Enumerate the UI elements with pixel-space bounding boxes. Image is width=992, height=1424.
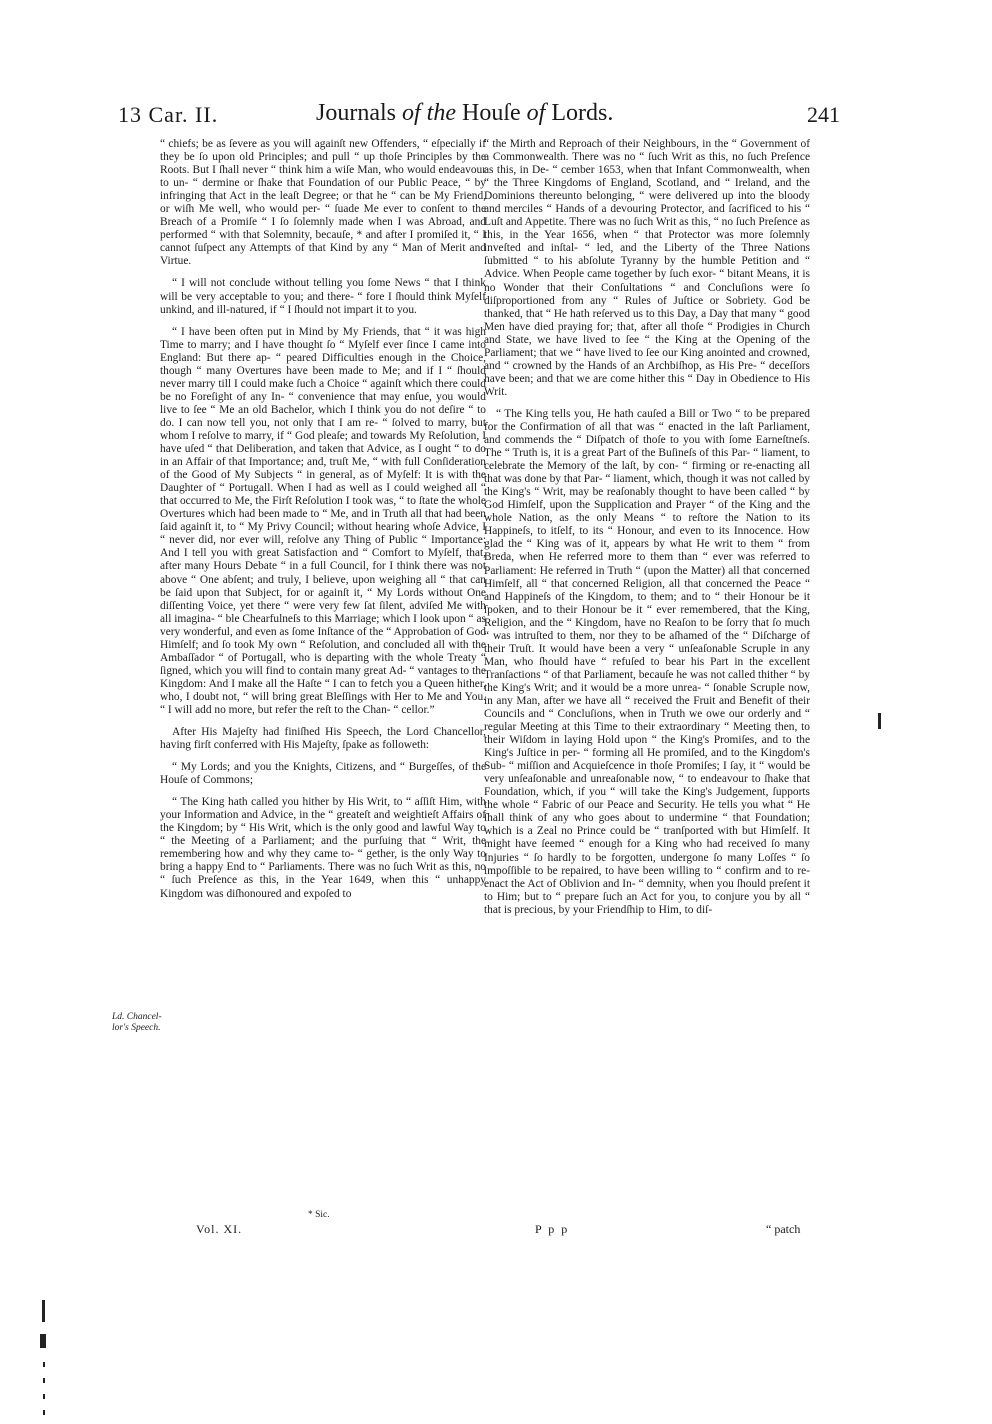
scan-mark [42, 1300, 45, 1322]
paragraph: “ The King tells you, He hath cauſed a Bill or Two “ to be prepared for the Confirmation of all that was “ enacted in the laſt Parliament, and commends the “ Diſpatch of thoſe to you with ſome Earneſtneſs. The “ Truth is, it is a great Part of the Buſineſs of this Par- “ liament, to celebrate the Memory of the laſt, by con- “ firming or re-enacting all that was done by that Par- “ liament, which, though it was not called by the King's “ Writ, may be reaſonably thought to have been called “ by God Himſelf, upon the Supplication and Prayer “ of the King and the whole Nation, as the only Means “ to reſtore the Nation to its Happineſs, to itſelf, to its “ Honour, and even to its Innocence. How glad the “ King was of it, appears by what He writ to them “ from Breda, when He referred more to them than “ ever was referred to Parliament: He referred in Truth “ (upon the Matter) all that concerned Himſelf, all “ that concerned Religion, all that concerned the Peace “ and Happineſs of the Kingdom, to them; and to “ their Honour be it ſpoken, and to their Honour be it “ ever remembered, that the King, Religion, and the “ Kingdom, have no Reaſon to be ſorry that ſo much “ was intruſted to them, nor they to be aſhamed of the “ Diſcharge of their Truſt. It would have been a very “ unſeaſonable Scruple in any Man, who ſhould have “ refuſed to bear his Part in the excellent Tranſactions “ of that Parliament, becauſe he was not called thither “ by the King's Writ; and it would be a more unrea- “ ſonable Scruple now, in any Man, after we have all “ received the Fruit and Benefit of their Councils and “ Concluſions, when in Truth we owe our orderly and “ regular Meeting at this Time to their extraordinary “ Meeting then, to their Wiſdom in laying Hold upon “ the King's Promiſes, and to the King's Juſtice in per- “ forming all He promiſed, and to the Kingdom's Sub- “ miſſion and Acquieſcence in thoſe Promiſes; I ſay, it “ would be very unſeaſonable and unreaſonable now, “ to endeavour to ſhake that Foundation, which, if you “ will take the King's Judgement, ſupports the whole “ Fabric of our Peace and Security. He tells you what “ He ſhall think of any who goes about to undermine “ that Foundation; which is a Zeal no Prince could be “ tranſported with but Himſelf. It might have ſeemed “ enough for a King who had received ſo many Injuries “ ſo hardly to be forgotten, undergone ſo many Loſſes “ ſo impoſſible to be repaired, to have been willing to “ confirm and to re-enact the Act of Oblivion and In- “ demnity, when you ſhould preſent it to Him; but to “ prepare ſuch an Act for you, to conjure you by all “ that is precious, by your Friendſhip to Him, to diſ- [484, 407, 810, 916]
page-number: 241 [807, 102, 840, 127]
scan-mark [43, 1410, 45, 1415]
scan-mark [40, 1334, 46, 1348]
paragraph: “ My Lords; and you the Knights, Citizens, and “ Burgeſſes, of the Houſe of Commons; [160, 761, 486, 787]
running-header [118, 100, 840, 136]
footnote: * Sic. [308, 1210, 330, 1220]
scan-mark [43, 1378, 45, 1383]
signature-mark: P p p [535, 1222, 570, 1236]
paragraph: “ The King hath called you hither by His Writ, to “ aſſiſt Him, with your Information and Advice, in the “ greateſt and weightieſt Affairs of the Kingdom; by “ His Writ, which is the only good and lawful Way to “ the Meeting of a Parliament; and the purſuing that “ Writ, the remembering how and why they came to- “ gether, is the only Way to bring a happy End to “ Parliaments. There was no ſuch Writ as this, no “ ſuch Preſence as this, in the Year 1649, when this “ unhappy Kingdom was diſhonoured and expoſed to [160, 796, 486, 900]
title-of: of [526, 100, 546, 126]
regnal-year: 13 Car. II. [118, 102, 219, 127]
paragraph: “ the Mirth and Reproach of their Neighbours, in the “ Government of a Commonwealth. There was no “ ſuch Writ as this, no ſuch Preſence as this, in De- “ cember 1653, when that Infant Commonwealth, when “ the Three Kingdoms of England, Scotland, and “ Ireland, and the Dominions thereunto belonging, “ were delivered up into the bloody and merciles “ Hands of a devouring Protector, and ſacrificed to his “ Luſt and Appetite. There was no ſuch Writ as this, “ no ſuch Preſence as this, in the Year 1656, when “ that Protector was more ſolemnly inveſted and inſtal- “ led, and the Liberty of the Three Nations ſubmitted “ to his abſolute Tyranny by the humble Petition and “ Advice. When People came together by ſuch exor- “ bitant Means, it is no Wonder that their Conſultations “ and Concluſions were ſo diſproportioned from any “ Rules of Juſtice or Sobriety. God be thanked, that “ He hath reſerved us to this Day, a Day that many “ good Men have died praying for; that, after all thoſe “ Prodigies in Church and State, we have lived to ſee “ the King at the Opening of the Parliament; that we “ have lived to ſee our King anointed and crowned, and “ crowned by the Hands of an Archbiſhop, as His Pre- “ deceſſors have been; and that we are come hither this “ Day in Obedience to His Writ. [484, 138, 810, 398]
margin-note: Ld. Chancel- lor's Speech. [112, 1012, 162, 1033]
paragraph: After His Majeſty had finiſhed His Speech, the Lord Chancellor, having firſt conferred with His Majeſty, ſpake as followeth: [160, 726, 486, 752]
left-column [160, 138, 486, 910]
title-of-the: of the [402, 100, 456, 126]
volume-label: Vol. XI. [196, 1222, 243, 1236]
journal-title [316, 100, 613, 127]
right-column [484, 138, 810, 926]
scan-mark [43, 1394, 45, 1399]
scan-mark [43, 1362, 45, 1367]
scan-mark [878, 713, 881, 729]
paragraph: “ chiefs; be as ſevere as you will againſt new Offenders, “ eſpecially if they be ſo upon old Principles; and pull “ up thoſe Principles by the Roots. But I ſhall never “ think him a wiſe Man, who would endeavour to un- “ dermine or ſhake that Foundation of our Public Peace, “ by infringing that Act in the leaſt Degree; or that he “ can be My Friend, or wiſh Me well, who would per- “ ſuade Me ever to conſent to the Breach of a Promiſe “ I ſo ſolemnly made when I was Abroad, and performed “ with that Solemnity, becauſe, * and after I promiſed it, “ I cannot ſuſpect any Attempts of that Kind by any “ Man of Merit and Virtue. [160, 138, 486, 268]
title-house: Houſe [456, 100, 527, 126]
catchword: “ patch [766, 1222, 801, 1236]
paragraph: “ I have been often put in Mind by My Friends, that “ it was high Time to marry; and I have thought ſo “ Myſelf ever ſince I came into England: But there ap- “ peared Difficulties enough in the Choice, though “ many Overtures have been made to Me; and if I “ ſhould never marry till I could make ſuch a Choice “ againſt which there could be no Foreſight of any In- “ convenience that may enſue, you would live to ſee “ Me an old Bachelor, which I think you do not deſire “ to do. I can now tell you, not only that I am re- “ ſolved to marry, but whom I reſolve to marry, if “ God pleaſe; and towards My Reſolution, I have uſed “ that Deliberation, and taken that Advice, as I ought “ to do in an Affair of that Importance; and, truſt Me, “ with full Conſideration of the Good of My Subjects “ in general, as of Myſelf: It is with the Daughter of “ Portugall. When I had as well as I could weighed all “ that occurred to Me, the Firſt Reſolution I took was, “ to ſtate the whole Overtures which had been made to “ Me, and in Truth all that had been ſaid againſt it, to “ My Privy Council; without hearing whoſe Advice, I “ never did, nor ever will, reſolve any Thing of Public “ Importance: And I tell you with great Satisfaction and “ Comfort to Myſelf, that, after many Hours Debate “ in a full Council, for I think there was not above “ One abſent; and truly, I believe, upon weighing all “ that can be ſaid upon that Subject, for or againſt it, “ My Lords without One diſſenting Voice, yet there “ were very few ſat ſilent, adviſed Me with all imagina- “ ble Chearfulneſs to this Marriage; which I look upon “ as very wonderful, and even as ſome Inſtance of the “ Approbation of God Himſelf; and ſo took My own “ Reſolution, and concluded all with the Ambaſſador “ of Portugall, who is departing with the whole Treaty “ ſigned, which you will find to contain many great Ad- “ vantages to the Kingdom: And I make all the Haſte “ I can to fetch you a Queen hither, who, I doubt not, “ will bring great Bleſſings with Her to Me and You. “ I will add no more, but refer the reſt to the Chan- “ cellor.” [160, 325, 486, 716]
title-lords: Lords. [545, 100, 614, 126]
paragraph: “ I will not conclude without telling you ſome News “ that I think will be very acceptable to you; and there- “ fore I ſhould think Myſelf unkind, and ill-natured, if “ I ſhould not impart it to you. [160, 277, 486, 316]
title-journals: Journals [316, 100, 402, 126]
